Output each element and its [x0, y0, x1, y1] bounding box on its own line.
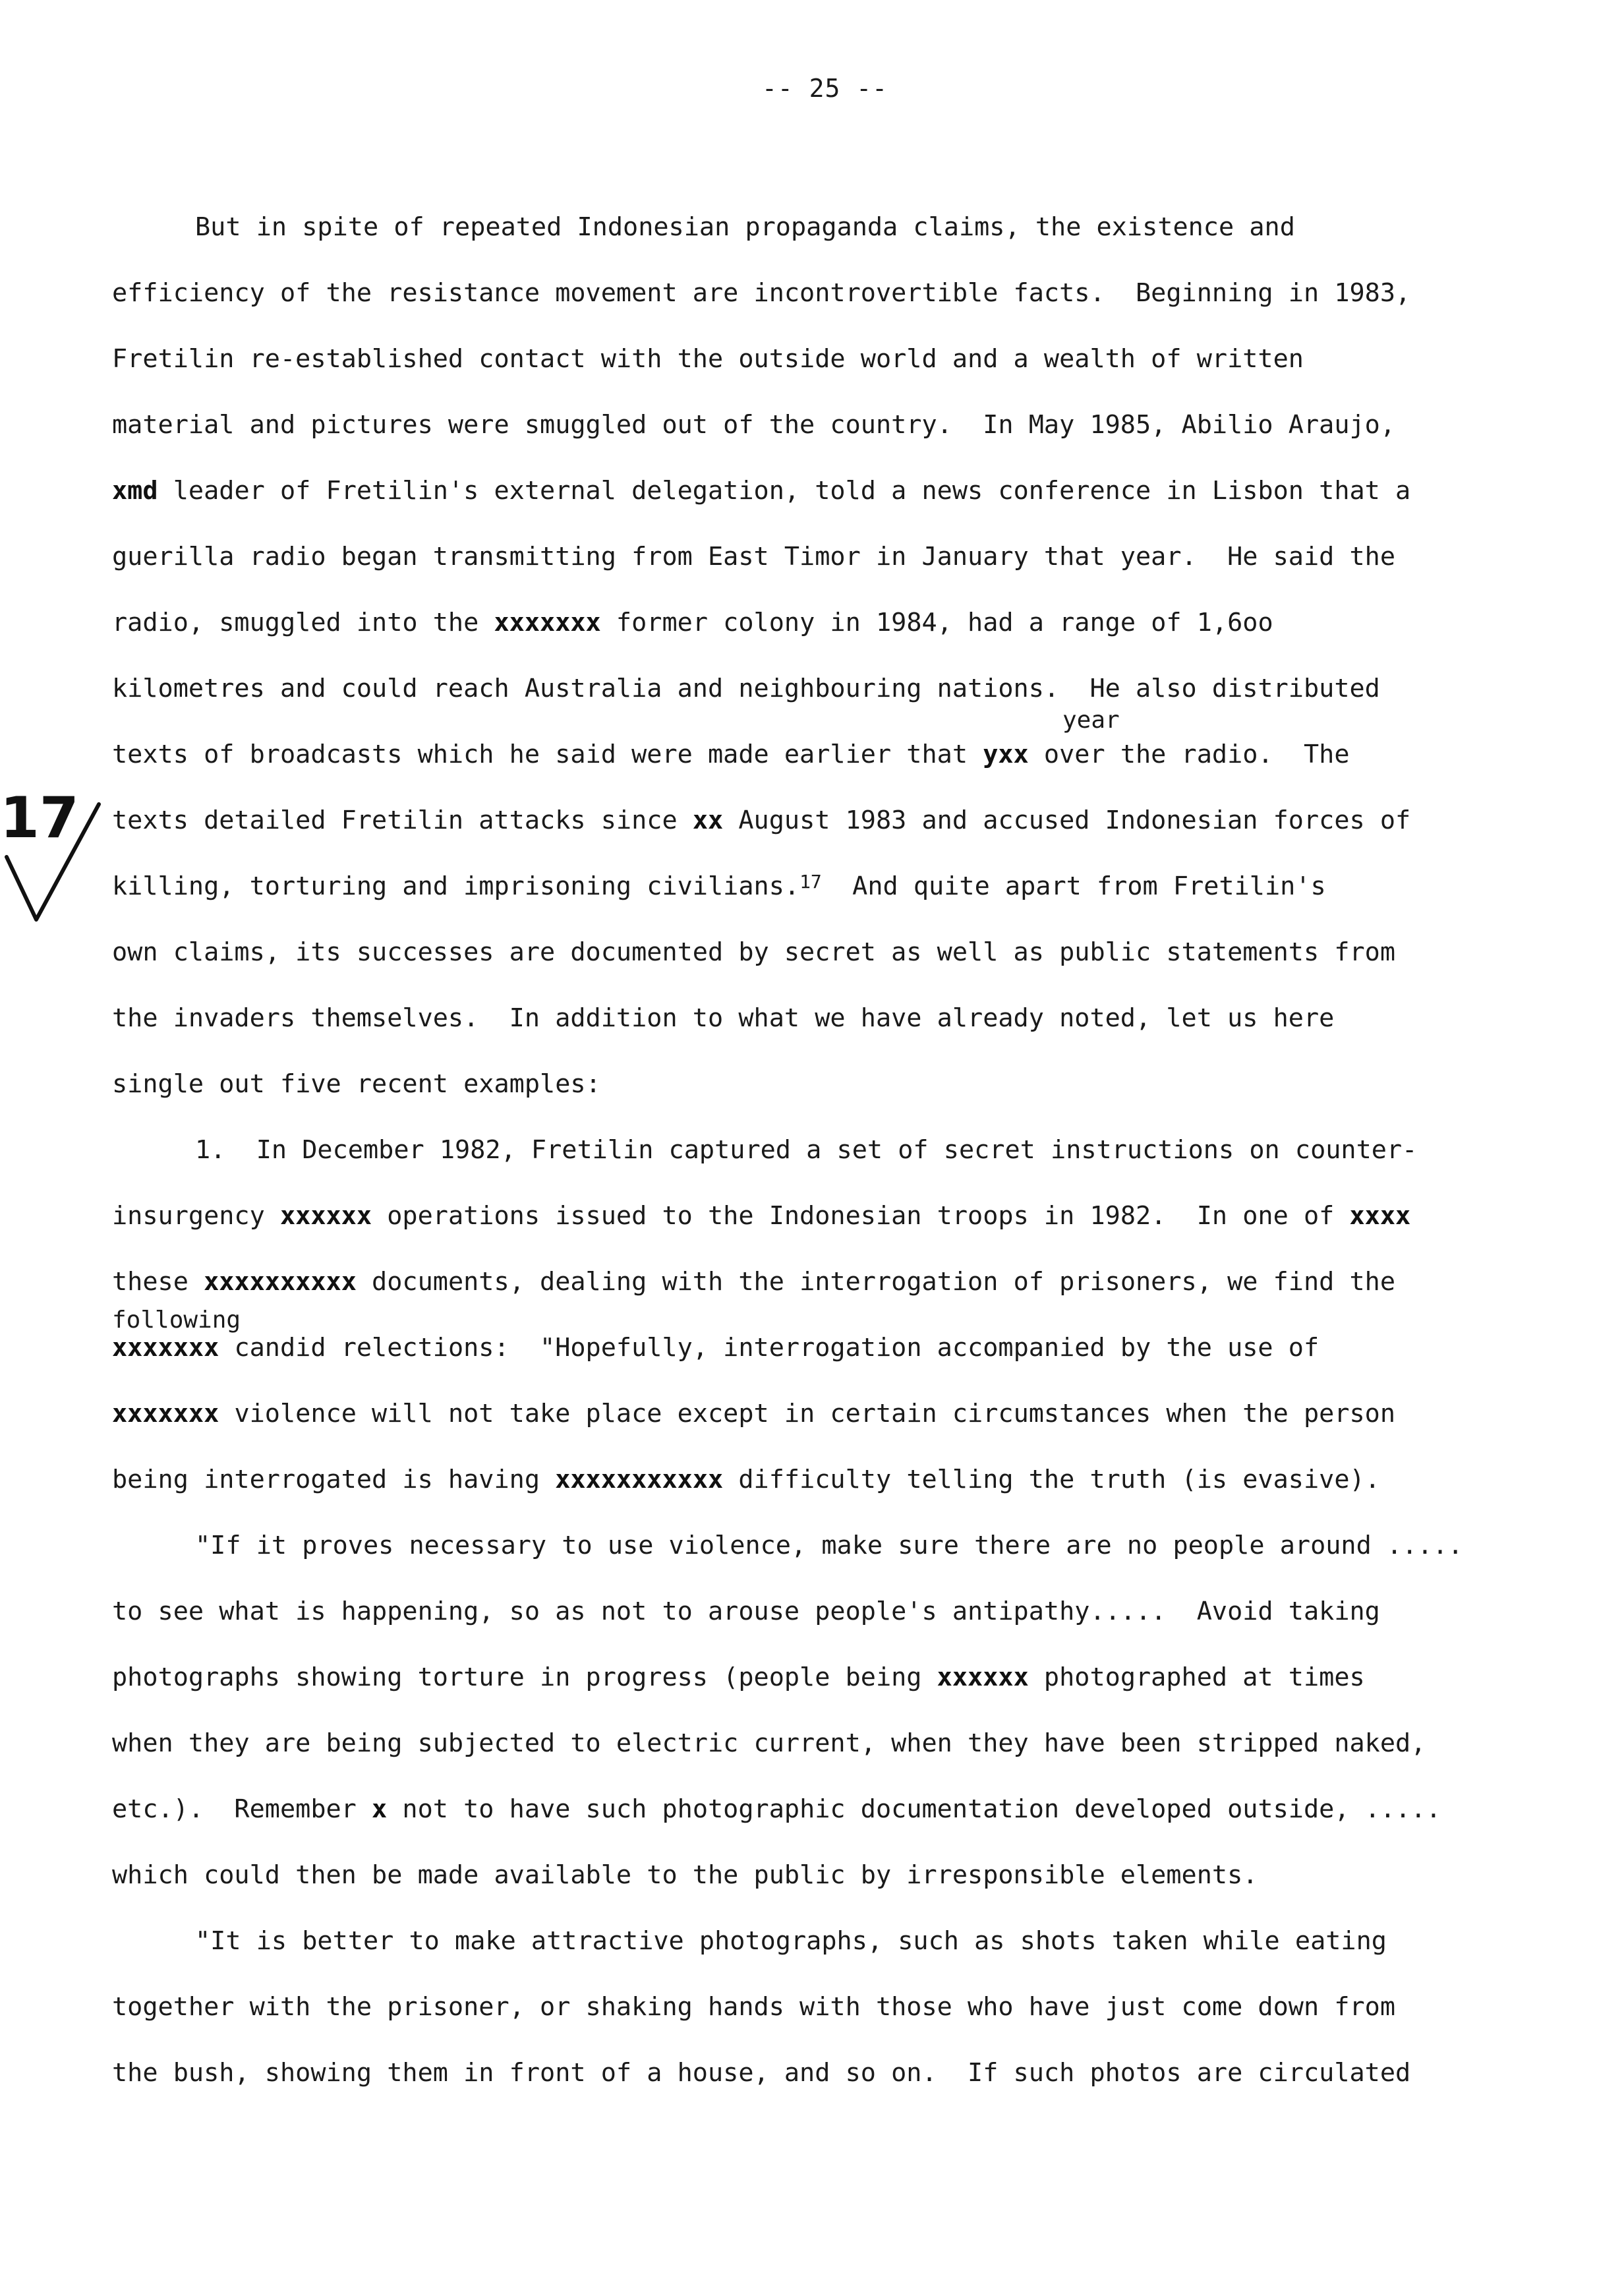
text-segment: operations issued to the Indonesian troops in 1982. In one of	[372, 1201, 1350, 1231]
text-line: together with the prisoner, or shaking hands with those who have just come down from	[112, 1992, 1396, 2022]
text-line: Fretilin re-established contact with the outside world and a wealth of written	[112, 344, 1304, 374]
text-line: which could then be made available to the public by irresponsible elements.	[112, 1860, 1258, 1890]
text-line	[112, 475, 1410, 508]
text-line	[112, 1266, 1395, 1299]
struck-text: xxxxxxx	[112, 1399, 219, 1428]
struck-text: x	[372, 1794, 388, 1824]
struck-text: xxxxxxxxxxx	[555, 1465, 724, 1494]
text-line	[112, 1661, 1365, 1694]
text-segment: candid relections: "Hopefully, interrogation accompanied by the use of	[219, 1333, 1320, 1363]
text-line	[112, 804, 1410, 837]
text-segment: documents, dealing with the interrogation of prisoners, we find the	[356, 1267, 1396, 1297]
text-line: material and pictures were smuggled out of the country. In May 1985, Abilio Araujo,	[112, 410, 1396, 440]
struck-text: xxxx	[1349, 1201, 1411, 1231]
struck-text: yxx	[983, 740, 1029, 769]
text-segment: violence will not take place except in certain circumstances when the person	[219, 1399, 1396, 1428]
text-segment: these	[112, 1267, 204, 1297]
text-segment: photographs showing torture in progress (people being	[112, 1662, 937, 1692]
struck-text: xmd	[112, 476, 158, 506]
text-segment: not to have such photographic documentation developed outside, .....	[387, 1794, 1441, 1824]
struck-text: xxxxxxxxxx	[204, 1267, 357, 1297]
text-line: when they are being subjected to electric current, when they have been stripped naked,	[112, 1728, 1426, 1758]
text-line: But in spite of repeated Indonesian propaganda claims, the existence and	[195, 212, 1295, 242]
text-segment: etc.). Remember	[112, 1794, 372, 1824]
text-line: the invaders themselves. In addition to what we have already noted, let us here	[112, 1003, 1335, 1033]
struck-text: xxxxxxx	[112, 1333, 219, 1363]
margin-number: 17	[0, 785, 79, 851]
text-segment: leader of Fretilin's external delegation, told a news conference in Lisbon that a	[158, 476, 1411, 506]
text-segment: photographed at times	[1028, 1662, 1365, 1692]
text-line	[112, 606, 1273, 639]
text-line: single out five recent examples:	[112, 1069, 601, 1099]
text-line	[112, 1332, 1319, 1365]
text-line: "If it proves necessary to use violence, make sure there are no people around .....	[195, 1531, 1463, 1560]
text-segment: being interrogated is having	[112, 1465, 556, 1494]
text-line	[112, 1463, 1380, 1496]
text-line: the bush, showing them in front of a house, and so on. If such photos are circulated	[112, 2058, 1411, 2088]
inserted-word: year	[1062, 707, 1120, 734]
text-line: "It is better to make attractive photographs, such as shots taken while eating	[195, 1926, 1387, 1956]
text-line	[112, 1200, 1410, 1233]
page-number: -- 25 --	[762, 74, 888, 103]
handwritten-check-icon	[0, 784, 112, 943]
text-line	[112, 738, 1350, 771]
text-segment: insurgency	[112, 1201, 280, 1231]
struck-text: xxxxxxx	[494, 608, 601, 637]
text-segment: radio, smuggled into the	[112, 608, 494, 637]
text-line: to see what is happening, so as not to arouse people's antipathy..... Avoid taking	[112, 1597, 1380, 1626]
struck-text: xxxxxx	[279, 1201, 372, 1231]
text-segment: killing, torturing and imprisoning civilians.	[112, 871, 800, 901]
text-line	[112, 870, 1326, 905]
text-line	[112, 1397, 1395, 1430]
inserted-word: following	[112, 1307, 241, 1334]
text-line: guerilla radio began transmitting from East Timor in January that year. He said the	[112, 542, 1396, 572]
text-line: efficiency of the resistance movement are incontrovertible facts. Beginning in 1983,	[112, 278, 1411, 308]
text-line	[112, 1793, 1441, 1826]
text-line: 1. In December 1982, Fretilin captured a set of secret instructions on counter-	[195, 1135, 1418, 1165]
text-segment: texts detailed Fretilin attacks since	[112, 806, 693, 835]
text-line: kilometres and could reach Australia and neighbouring nations. He also distributed	[112, 674, 1380, 703]
margin-annotation	[0, 784, 112, 943]
text-segment: difficulty telling the truth (is evasive).	[723, 1465, 1380, 1494]
text-segment: August 1983 and accused Indonesian forces of	[723, 806, 1411, 835]
text-segment: over the radio. The	[1028, 740, 1350, 769]
struck-text: xx	[692, 806, 724, 835]
text-line: own claims, its successes are documented by secret as well as public statements from	[112, 937, 1396, 967]
text-segment: And quite apart from Fretilin's	[821, 871, 1326, 901]
text-segment: former colony in 1984, had a range of 1,6oo	[600, 608, 1273, 637]
footnote-marker: 17	[799, 871, 822, 893]
text-segment: texts of broadcasts which he said were made earlier that	[112, 740, 983, 769]
struck-text: xxxxxx	[937, 1662, 1029, 1692]
